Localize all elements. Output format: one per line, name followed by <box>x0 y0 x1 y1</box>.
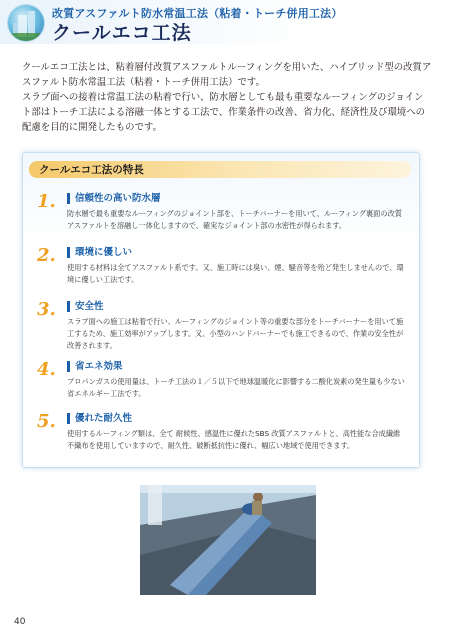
construction-photo <box>140 485 316 595</box>
feature-title: 優れた耐久性 <box>67 413 132 424</box>
feature-title: 信頼性の高い防水層 <box>67 193 161 204</box>
features-heading: クールエコ工法の特長 <box>39 164 144 176</box>
feature-description: 防水層で最も重要なルーフィングのジョイント部を、トーチバーナーを用いて、ルーフィング裏面の改質アスファルトを溶融し一体化しますので、確実なジョイント部の水密性が得られます。 <box>67 209 402 230</box>
feature-description: プロパンガスの使用量は、トーチ工法の１／５以下で地球温暖化に影響する二酸化炭素の発生量も少ない省エネルギー工法です。 <box>67 377 405 398</box>
intro-paragraph-2: スラブ面への接着は常温工法の粘着で行い、防水層としても最も重要なルーフィングのジョイント部はトーチ工法による溶融一体とする工法で、作業条件の改善、省力化、経済性及び環境への配慮を目的に開発したものです。 <box>22 92 425 133</box>
intro-text <box>22 60 432 135</box>
features-panel <box>22 152 420 468</box>
feature-title: 省エネ効果 <box>67 361 123 372</box>
feature-description: 使用する材料は全てアスファルト系です。又、施工時には臭い、煙、騒音等を殆ど発生しませんので、環境に優しい工法です。 <box>67 263 404 284</box>
feature-description: 使用するルーフィング類は、全て 耐候性、感温性に優れたSBS 改質アスファルトと、高性能な合成繊維不織布を使用していますので、耐久性、破断抵抗性に優れ、幅広い地域で使用できます。 <box>67 429 401 450</box>
intro-paragraph-1: クールエコ工法とは、粘着層付改質アスファルトルーフィングを用いた、ハイブリッド型の改質アスファルト防水常温工法（粘着・トーチ併用工法）です。 <box>22 62 432 88</box>
feature-number: 1. <box>37 191 56 212</box>
logo-building-image <box>8 5 44 41</box>
page-number: 40 <box>14 617 26 627</box>
feature-number: 4. <box>37 359 56 380</box>
feature-title: 安全性 <box>67 301 104 312</box>
feature-number: 3. <box>37 299 56 320</box>
feature-number: 5. <box>37 411 56 432</box>
feature-description: スラブ面への施工は粘着で行い、ルーフィングのジョイント等の重要な部分をトーチバーナーを用いて施工するため、施工効率がアップします。又、小型のハンドバーナーでも施工できるので、作業の安全性が改善されます。 <box>67 317 404 350</box>
page-title: クールエコ工法 <box>52 22 192 44</box>
feature-number: 2. <box>37 245 56 266</box>
page-subtitle: 改質アスファルト防水常温工法（粘着・トーチ併用工法） <box>52 7 343 20</box>
features-heading-bar <box>29 161 411 178</box>
feature-title: 環境に優しい <box>67 247 132 258</box>
